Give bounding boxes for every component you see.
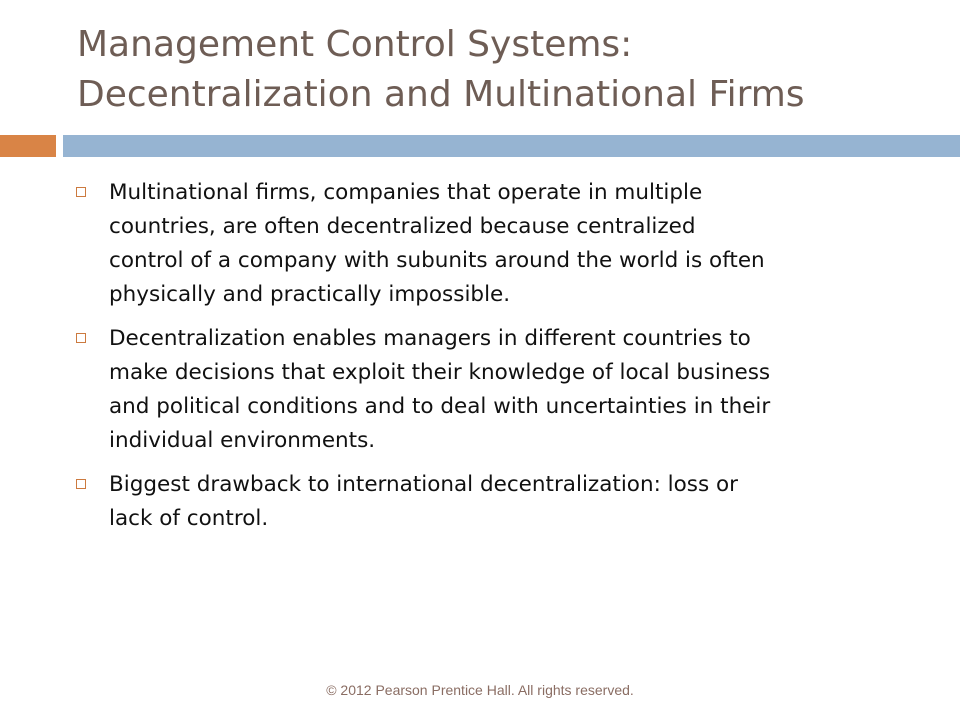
bullet-3-line-2: lack of control.	[109, 506, 269, 531]
slide-title	[77, 20, 937, 120]
bullet-text-2	[109, 322, 922, 458]
bullet-1-line-3: control of a company with subunits around the world is often	[109, 248, 765, 273]
bullet-2-line-3: and political conditions and to deal with uncertainties in their	[109, 394, 771, 419]
bullet-1-line-2: countries, are often decentralized because centralized	[109, 214, 696, 239]
bullet-item-1	[72, 176, 922, 312]
slide-title-line-2: Decentralization and Multinational Firms	[77, 74, 805, 115]
bullet-text-1	[109, 176, 922, 312]
bullet-3-line-1: Biggest drawback to international decentralization: loss or	[109, 472, 739, 497]
hollow-square-icon	[76, 187, 86, 197]
bullet-2-line-4: individual environments.	[109, 428, 376, 453]
bullet-2-line-1: Decentralization enables managers in different countries to	[109, 326, 751, 351]
copyright-footer: © 2012 Pearson Prentice Hall. All rights reserved.	[326, 682, 634, 698]
bullet-list	[72, 176, 922, 546]
bullet-2-line-2: make decisions that exploit their knowledge of local business	[109, 360, 771, 385]
hollow-square-icon	[76, 333, 86, 343]
bullet-1-line-1: Multinational firms, companies that operate in multiple	[109, 180, 703, 205]
slide-title-line-1: Management Control Systems:	[77, 24, 633, 65]
accent-band-orange	[0, 135, 56, 157]
accent-band-blue	[63, 135, 960, 157]
bullet-text-3	[109, 468, 922, 536]
bullet-item-2	[72, 322, 922, 458]
bullet-1-line-4: physically and practically impossible.	[109, 282, 511, 307]
bullet-item-3	[72, 468, 922, 536]
hollow-square-icon	[76, 479, 86, 489]
